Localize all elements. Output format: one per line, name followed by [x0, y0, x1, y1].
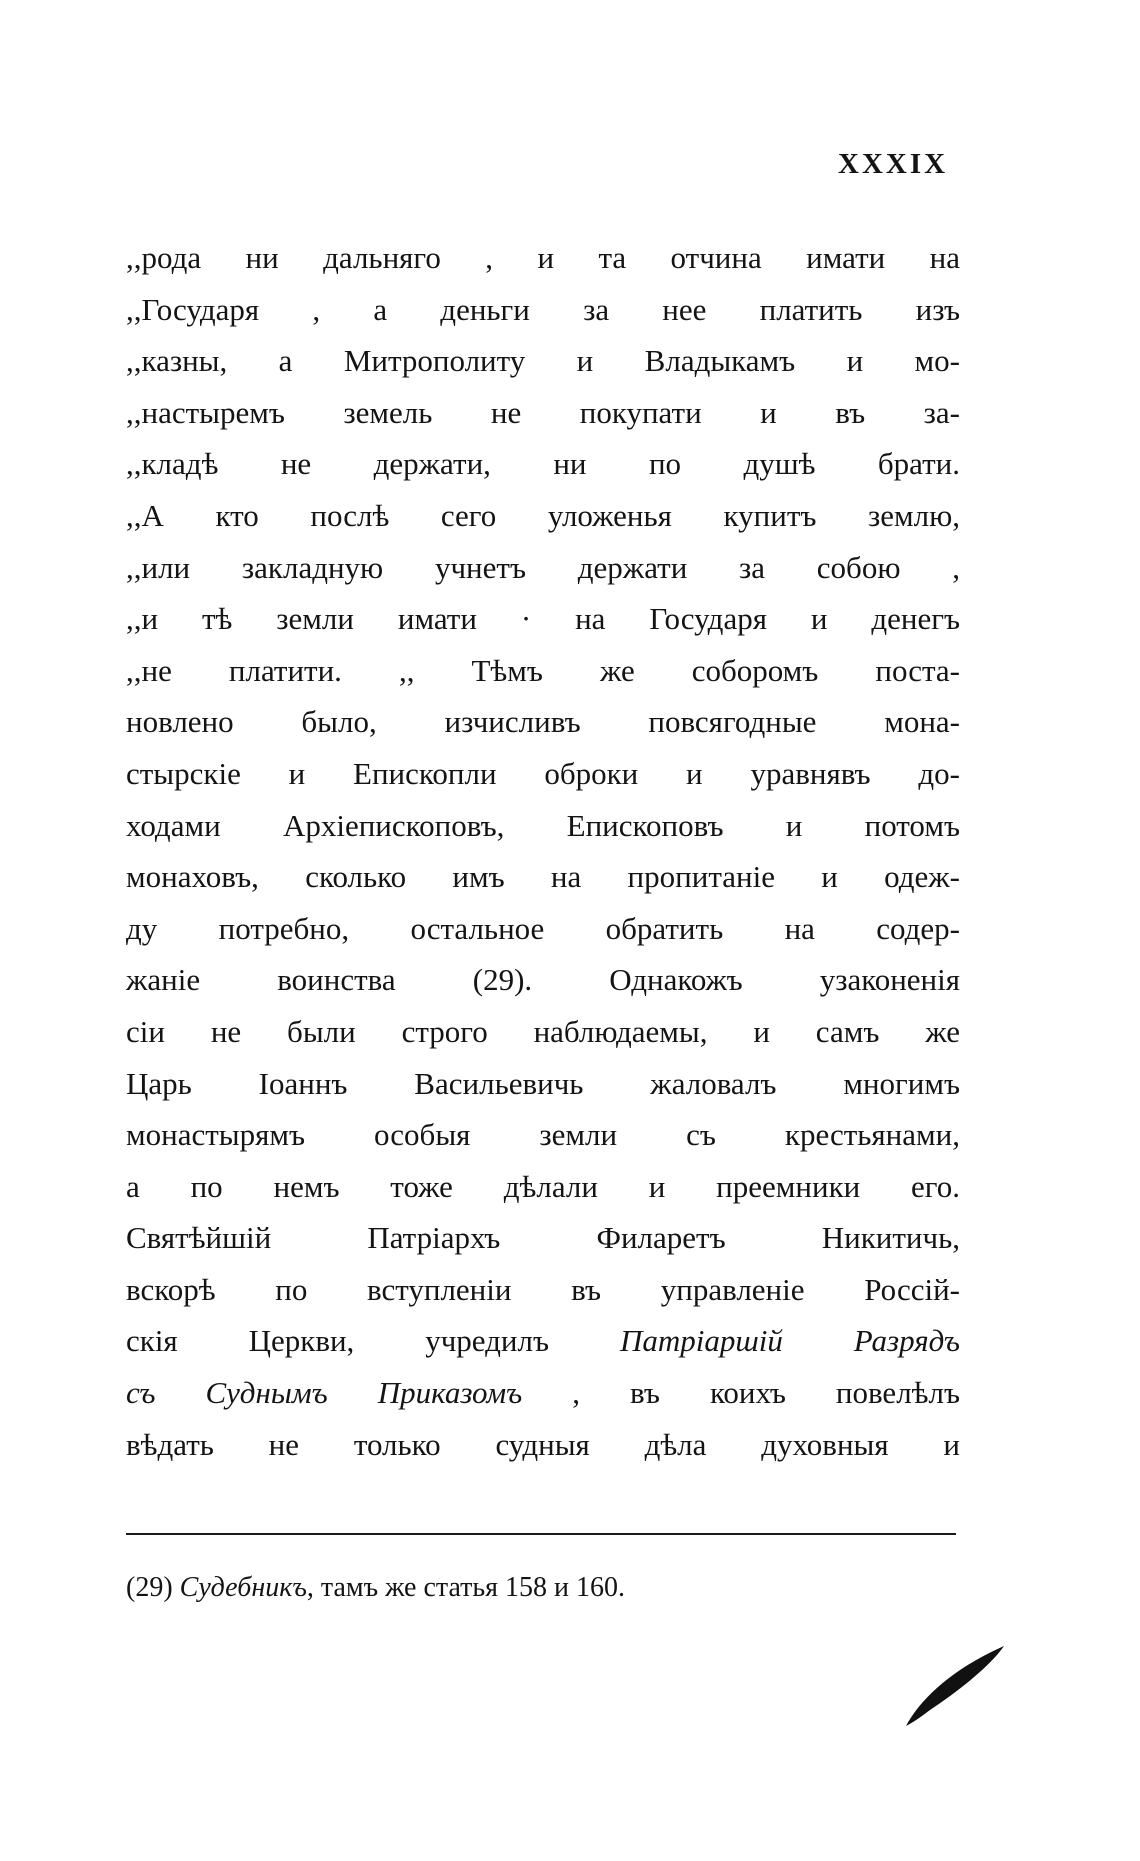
text-line: [126, 1212, 960, 1264]
text-segment: ,,казны, а Митрополиту и Владыкамъ и мо-: [126, 343, 960, 379]
text-segment: ,,Государя , а деньги за нее платить изъ: [126, 291, 960, 327]
text-line: [126, 284, 960, 336]
footnote-separator: [126, 1533, 956, 1535]
text-line: [126, 1109, 960, 1161]
text-segment: стырскіе и Епископли оброки и уравнявъ до-: [126, 755, 960, 791]
text-segment: монастырямъ особыя земли съ крестьянами,: [126, 1117, 960, 1153]
text-segment: Святѣйшій Патріархъ Филаретъ Никитичь,: [126, 1220, 960, 1256]
text-line: [126, 903, 960, 955]
footnote-text: , тамъ же статья 158 и 160.: [306, 1572, 626, 1603]
text-segment: ,,кладѣ не держати, ни по душѣ брати.: [126, 446, 960, 482]
text-segment: Царь Іоаннъ Васильевичь жаловалъ многимъ: [126, 1065, 960, 1101]
footnote-source: Судебникъ: [179, 1572, 307, 1603]
text-segment: ,,не платити. ,, Тѣмъ же соборомъ поста-: [126, 652, 960, 688]
text-line: [126, 593, 960, 645]
main-text: [126, 232, 960, 1470]
text-line: [126, 800, 960, 852]
text-segment: жаніе воинства (29). Однакожъ узаконенія: [126, 962, 960, 998]
text-line: [126, 542, 960, 594]
text-line: [126, 232, 960, 284]
text-line: [126, 1161, 960, 1213]
text-segment: ду потребно, остальное обратить на содер-: [126, 910, 960, 946]
italic-segment: Патріаршій Разрядъ: [619, 1323, 960, 1359]
text-segment: ходами Архіепископовъ, Епископовъ и потомъ: [126, 807, 960, 843]
text-segment: ,,рода ни дальняго , и та отчина имати на: [126, 240, 960, 275]
text-line: [126, 335, 960, 387]
text-segment: , въ коихъ повелѣлъ: [522, 1375, 960, 1411]
text-line: [126, 1264, 960, 1316]
text-line: [126, 954, 960, 1006]
italic-segment: съ Суднымъ Приказомъ: [126, 1375, 523, 1411]
text-line: [126, 1419, 960, 1471]
text-line: [126, 1367, 960, 1419]
text-line: [126, 748, 960, 800]
text-line: [126, 1315, 960, 1367]
text-line: [126, 490, 960, 542]
text-line: [126, 645, 960, 697]
text-segment: ,,или закладную учнетъ держати за собою ,: [126, 549, 960, 585]
text-line: [126, 1058, 960, 1110]
text-line: [126, 696, 960, 748]
text-segment: ,,А кто послѣ сего уложенья купитъ землю,: [126, 497, 960, 533]
text-segment: сіи не были строго наблюдаемы, и самъ же: [126, 1013, 960, 1049]
footnote-marker: (29): [126, 1572, 173, 1603]
text-segment: а по немъ тоже дѣлали и преемники его.: [126, 1168, 960, 1204]
footnote: [126, 1572, 625, 1604]
ink-blot: [900, 1640, 1010, 1730]
text-segment: новлено было, изчисливъ повсягодные мона-: [126, 704, 960, 740]
text-segment: ,,настыремъ земель не покупати и въ за-: [126, 394, 960, 430]
text-segment: вѣдать не только судныя дѣла духовныя и: [126, 1426, 960, 1462]
text-segment: ,,и тѣ земли имати · на Государя и денегъ: [126, 601, 960, 637]
text-segment: скія Церкви, учредилъ: [126, 1323, 620, 1359]
text-line: [126, 387, 960, 439]
page-number: XXXIX: [838, 148, 949, 180]
text-segment: вскорѣ по вступленіи въ управленіе Россій-: [126, 1271, 960, 1307]
text-segment: монаховъ, сколько имъ на пропитаніе и одеж-: [126, 859, 960, 895]
text-line: [126, 438, 960, 490]
text-line: [126, 1006, 960, 1058]
text-line: [126, 851, 960, 903]
